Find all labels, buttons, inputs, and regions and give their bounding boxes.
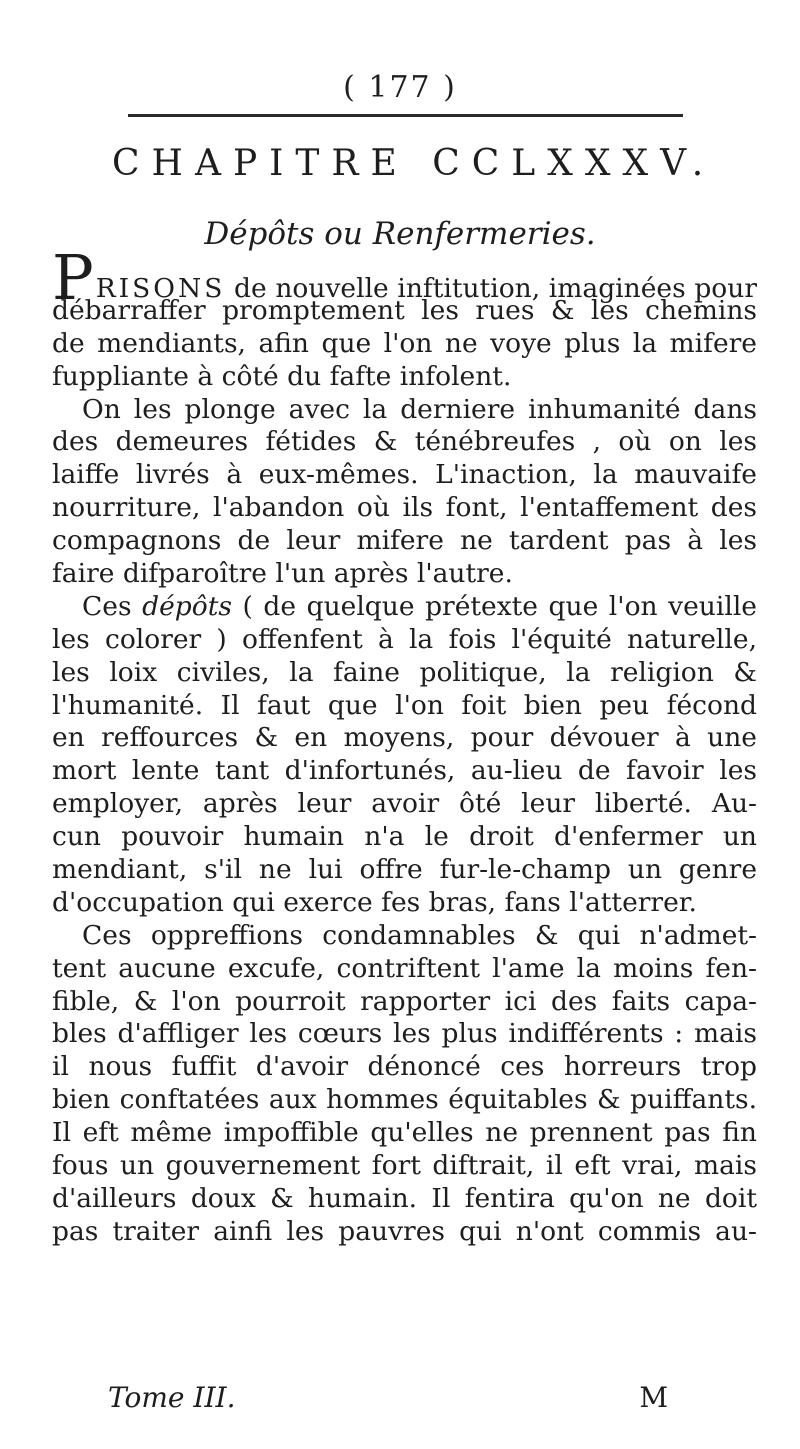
paragraph xyxy=(52,591,757,920)
line-text: de nouvelle inftitution, imaginées pour xyxy=(234,273,757,304)
text-line: il nous fuffit d'avoir dénoncé ces horreurs trop xyxy=(52,1051,757,1083)
text-line: On les plonge avec la derniere inhumanité dans xyxy=(82,393,757,425)
text-line xyxy=(52,591,757,624)
text-line: employer, après leur avoir ôté leur liberté. Au- xyxy=(52,788,757,820)
text-line: bien conftatées aux hommes équitables & puiffants. xyxy=(52,1084,757,1116)
text-line: tent aucune excufe, contriftent l'ame la moins fen- xyxy=(52,952,757,984)
page-number: ( 177 ) xyxy=(343,70,457,105)
text-line: mendiant, s'il ne lui offre fur-le-champ un genre xyxy=(52,854,757,886)
text-line: d'occupation qui exerce fes bras, fans l'atterrer. xyxy=(52,886,697,918)
text-line: Il eft même impoffible qu'elles ne prennent pas fin xyxy=(52,1117,757,1149)
header-rule xyxy=(128,114,683,117)
text-line: pas traiter ainfi les pauvres qui n'ont commis au- xyxy=(52,1215,757,1247)
line-text: ( de quelque prétexte que l'on veuille xyxy=(242,590,757,622)
text-line: fous un gouvernement fort diftrait, il eft vrai, mais xyxy=(52,1150,757,1182)
text-line: des demeures fétides & ténébreufes , où on les xyxy=(52,426,757,458)
text-line: l'humanité. Il faut que l'on foit bien peu fécond xyxy=(52,689,757,721)
text-line: fuppliante à côté du fafte infolent. xyxy=(52,360,512,392)
text-line: faire difparoître l'un après l'autre. xyxy=(52,558,513,590)
text-line: les loix civiles, la faine politique, la religion & xyxy=(52,656,757,688)
signature-mark: M xyxy=(639,1381,668,1414)
drop-cap: P xyxy=(52,241,94,314)
italic-term: dépôts xyxy=(142,590,232,622)
text-line: cun pouvoir humain n'a le droit d'enfermer un xyxy=(52,821,757,853)
text-line: bles d'affliger les cœurs les plus indifférents : mais xyxy=(52,1018,757,1050)
text-line: mort lente tant d'infortunés, au-lieu de favoir les xyxy=(52,755,757,787)
paragraph xyxy=(52,394,757,591)
text-line: Ces oppreffions condamnables & qui n'admet- xyxy=(82,919,757,951)
paragraph xyxy=(52,241,757,394)
opening-word: RISONS xyxy=(95,273,226,304)
paragraph xyxy=(52,920,757,1249)
body-text xyxy=(52,241,757,1249)
volume-label: Tome III. xyxy=(108,1381,236,1414)
text-line: les colorer ) offenfent à la fois l'équité naturelle, xyxy=(52,623,757,655)
page-footer xyxy=(108,1378,668,1418)
text-line: d'ailleurs doux & humain. Il fentira qu'on ne doit xyxy=(52,1182,757,1214)
chapter-heading: CHAPITRE CCLXXXV. xyxy=(112,143,716,184)
text-line: en reffources & en moyens, pour dévouer à une xyxy=(52,722,757,754)
text-line: débarraffer promptement les rues & les chemins xyxy=(52,294,757,326)
text-line: fible, & l'on pourroit rapporter ici des faits capa- xyxy=(52,985,757,1017)
text-line: nourriture, l'abandon où ils font, l'entaffement des xyxy=(52,492,757,524)
text-line: compagnons de leur mifere ne tardent pas à les xyxy=(52,525,757,557)
line-text: Ces xyxy=(82,590,132,622)
text-line: laiffe livrés à eux-mêmes. L'inaction, la mauvaife xyxy=(52,459,757,491)
section-title: Dépôts ou Renfermeries. xyxy=(204,216,596,252)
text-line: de mendiants, afin que l'on ne voye plus la mifere xyxy=(52,327,757,359)
